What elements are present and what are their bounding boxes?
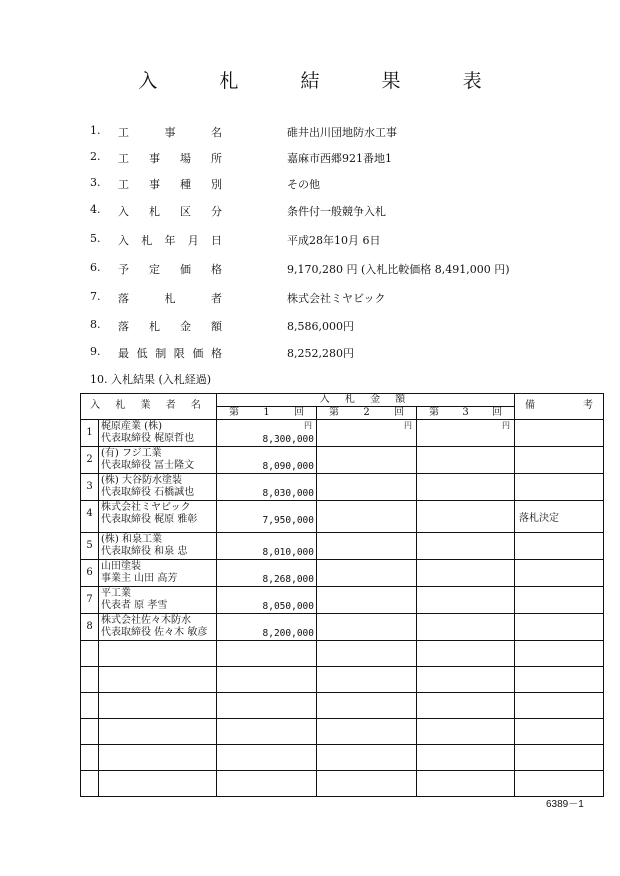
info-item-label-char: 工 bbox=[118, 178, 129, 191]
row-number: 4 bbox=[81, 501, 99, 533]
bidder-cell bbox=[99, 614, 217, 641]
info-item-label-char: 定 bbox=[149, 263, 160, 276]
empty-row bbox=[81, 693, 604, 719]
round-2-amount bbox=[317, 587, 417, 614]
round-2-amount bbox=[317, 501, 417, 533]
info-item-label bbox=[118, 176, 222, 192]
bidder-cell bbox=[99, 560, 217, 587]
row-number: 3 bbox=[81, 474, 99, 501]
round-1-amount: 8,268,000 bbox=[217, 560, 317, 587]
yen-unit: 円 bbox=[304, 421, 312, 430]
info-item-value: 嘉麻市西郷921番地1 bbox=[287, 152, 392, 165]
page-number: 6389－1 bbox=[546, 799, 584, 810]
bidder-representative: 代表取締役 冨士隆文 bbox=[101, 460, 195, 471]
round-3-amount bbox=[417, 587, 515, 614]
empty-row bbox=[81, 771, 604, 797]
bidder-representative: 代表取締役 和泉 忠 bbox=[101, 546, 188, 557]
bidder-representative: 事業主 山田 高芳 bbox=[101, 573, 178, 584]
round-1-amount: 8,030,000 bbox=[217, 474, 317, 501]
info-item-label-char: 所 bbox=[211, 152, 222, 165]
table-row bbox=[81, 420, 604, 447]
info-item-label-char: 工 bbox=[118, 152, 129, 165]
bid-results-table bbox=[80, 393, 604, 797]
info-item-label-char: 区 bbox=[180, 205, 191, 218]
row-number: 6 bbox=[81, 560, 99, 587]
note-cell bbox=[515, 447, 604, 474]
yen-unit: 円 bbox=[502, 421, 511, 430]
info-item-label-char: 落 bbox=[118, 320, 129, 333]
info-item-label-char: 価 bbox=[180, 263, 191, 276]
info-item-label-char: 額 bbox=[211, 320, 222, 333]
row-number: 8 bbox=[81, 614, 99, 641]
info-item-label bbox=[118, 232, 222, 248]
table-row bbox=[81, 614, 604, 641]
round-2-amount bbox=[317, 447, 417, 474]
round-3-amount bbox=[417, 533, 515, 560]
info-item-value: 平成28年10月 6日 bbox=[287, 234, 381, 247]
bidder-cell bbox=[99, 533, 217, 560]
page-title: 入 札 結 果 表 bbox=[138, 70, 510, 92]
info-item-label-char: 事 bbox=[149, 178, 160, 191]
info-item-label-char: 事 bbox=[164, 126, 176, 139]
note-cell bbox=[515, 587, 604, 614]
bidder-representative: 代表取締役 梶原 雅彰 bbox=[101, 514, 198, 525]
info-item-number: 7. bbox=[90, 290, 101, 303]
info-item-label-char: 制 bbox=[155, 347, 167, 360]
table-row bbox=[81, 474, 604, 501]
bidder-company: 山田塗装 bbox=[101, 561, 141, 572]
header-bidder-name: 入 札 業 者 名 bbox=[81, 394, 217, 420]
info-item-label-char: 日 bbox=[211, 234, 222, 247]
info-item-label bbox=[118, 261, 222, 277]
round-3-amount bbox=[417, 614, 515, 641]
round-3-amount bbox=[417, 420, 515, 447]
bidder-cell bbox=[99, 474, 217, 501]
info-item-label-char: 低 bbox=[136, 347, 148, 360]
info-item-number: 5. bbox=[90, 232, 101, 245]
empty-row bbox=[81, 745, 604, 771]
note-cell bbox=[515, 533, 604, 560]
bidder-company: (株) 和泉工業 bbox=[101, 534, 162, 545]
row-number: 7 bbox=[81, 587, 99, 614]
info-item-label-char: 入 bbox=[118, 205, 129, 218]
info-item-value: 8,586,000円 bbox=[287, 320, 354, 333]
bidder-representative: 代表者 原 孝雪 bbox=[101, 600, 168, 611]
header-round-3: 第 3 回 bbox=[417, 407, 515, 420]
round-1-amount: 円 8,300,000 bbox=[217, 420, 317, 447]
bidder-representative: 代表取締役 佐々木 敏彦 bbox=[101, 627, 208, 638]
table-row bbox=[81, 533, 604, 560]
round-2-amount bbox=[317, 614, 417, 641]
round-1-amount: 8,050,000 bbox=[217, 587, 317, 614]
info-item-label bbox=[118, 124, 222, 140]
info-item-number: 1. bbox=[90, 124, 101, 137]
empty-row bbox=[81, 667, 604, 693]
info-item-number: 8. bbox=[90, 318, 101, 331]
round-2-amount bbox=[317, 474, 417, 501]
info-item-label bbox=[118, 203, 222, 219]
info-item-label-char: 工 bbox=[118, 126, 129, 139]
info-item-label-char: 場 bbox=[180, 152, 191, 165]
info-item-label-char: 価 bbox=[192, 347, 204, 360]
info-item-number: 3. bbox=[90, 176, 101, 189]
info-item-label-char: 年 bbox=[164, 234, 176, 247]
note-cell: 落札決定 bbox=[515, 501, 604, 533]
bidder-company: 株式会社佐々木防水 bbox=[101, 615, 191, 626]
bidder-representative: 代表取締役 石橋誠也 bbox=[101, 487, 195, 498]
row-number: 1 bbox=[81, 420, 99, 447]
round-3-amount bbox=[417, 501, 515, 533]
info-item-number: 4. bbox=[90, 203, 101, 216]
info-item-value: 条件付一般競争入札 bbox=[287, 205, 386, 218]
info-item-label-char: 別 bbox=[211, 178, 222, 191]
round-2-amount bbox=[317, 560, 417, 587]
info-item-label bbox=[118, 150, 222, 166]
info-item-value: 9,170,280 円 (入札比較価格 8,491,000 円) bbox=[287, 263, 510, 276]
info-item-label-char: 札 bbox=[149, 205, 160, 218]
bidder-company: 平工業 bbox=[101, 588, 131, 599]
header-round-2: 第 2 回 bbox=[317, 407, 417, 420]
info-item-label bbox=[118, 345, 222, 361]
info-item-label-char: 札 bbox=[149, 320, 160, 333]
round-2-amount bbox=[317, 533, 417, 560]
round-3-amount bbox=[417, 474, 515, 501]
bidder-cell bbox=[99, 501, 217, 533]
info-item-label-char: 月 bbox=[187, 234, 199, 247]
info-item-number: 2. bbox=[90, 150, 101, 163]
bidder-company: 梶原産業 (株) bbox=[101, 421, 162, 432]
round-1-amount: 8,090,000 bbox=[217, 447, 317, 474]
row-number: 5 bbox=[81, 533, 99, 560]
info-item-label-char: 札 bbox=[164, 292, 176, 305]
info-item-value: その他 bbox=[287, 178, 320, 191]
header-bid-amount: 入 札 金 額 bbox=[217, 394, 515, 407]
info-item-label bbox=[118, 290, 222, 306]
info-item-number: 9. bbox=[90, 345, 101, 358]
info-item-label-char: 格 bbox=[211, 263, 222, 276]
info-item-label-char: 種 bbox=[180, 178, 191, 191]
bidder-company: 株式会社ミヤビック bbox=[101, 502, 191, 513]
row-number: 2 bbox=[81, 447, 99, 474]
note-cell bbox=[515, 560, 604, 587]
info-item-label-char: 予 bbox=[118, 263, 129, 276]
round-1-amount: 8,200,000 bbox=[217, 614, 317, 641]
round-2-amount bbox=[317, 420, 417, 447]
info-item-label bbox=[118, 318, 222, 334]
bidder-company: (株) 大谷防水塗装 bbox=[101, 475, 182, 486]
info-item-label-char: 入 bbox=[118, 234, 129, 247]
bidder-cell bbox=[99, 420, 217, 447]
bidder-representative: 代表取締役 梶原哲也 bbox=[101, 433, 195, 444]
info-item-label-char: 落 bbox=[118, 292, 129, 305]
round-1-amount: 7,950,000 bbox=[217, 501, 317, 533]
info-item-label-char: 名 bbox=[211, 126, 222, 139]
info-item-label-char: 事 bbox=[149, 152, 160, 165]
info-item-label-char: 最 bbox=[118, 347, 129, 360]
info-item-value: 8,252,280円 bbox=[287, 347, 354, 360]
info-item-value: 株式会社ミヤビック bbox=[287, 292, 386, 305]
info-item-label-char: 限 bbox=[173, 347, 185, 360]
info-item-label-char: 分 bbox=[211, 205, 222, 218]
bidder-cell bbox=[99, 447, 217, 474]
empty-row bbox=[81, 641, 604, 667]
round-3-amount bbox=[417, 447, 515, 474]
note-cell bbox=[515, 614, 604, 641]
empty-row bbox=[81, 719, 604, 745]
round-1-amount: 8,010,000 bbox=[217, 533, 317, 560]
bidder-company: (有) フジ工業 bbox=[101, 448, 162, 459]
yen-unit: 円 bbox=[404, 421, 412, 430]
table-row bbox=[81, 587, 604, 614]
bidder-cell bbox=[99, 587, 217, 614]
info-item-value: 碓井出川団地防水工事 bbox=[287, 126, 397, 139]
note-cell bbox=[515, 474, 604, 501]
table-row bbox=[81, 560, 604, 587]
note-cell bbox=[515, 420, 604, 447]
info-item-label-char: 金 bbox=[180, 320, 191, 333]
info-item-label-char: 格 bbox=[210, 347, 222, 360]
info-item-label-char: 札 bbox=[141, 234, 153, 247]
table-row bbox=[81, 447, 604, 474]
header-round-1: 第 1 回 bbox=[217, 407, 317, 420]
section-10-label: 10. 入札結果 (入札経過) bbox=[90, 373, 212, 386]
info-item-label-char: 者 bbox=[211, 292, 222, 305]
table-row bbox=[81, 501, 604, 533]
round-3-amount bbox=[417, 560, 515, 587]
header-note: 備 考 bbox=[515, 394, 604, 420]
info-item-number: 6. bbox=[90, 261, 101, 274]
